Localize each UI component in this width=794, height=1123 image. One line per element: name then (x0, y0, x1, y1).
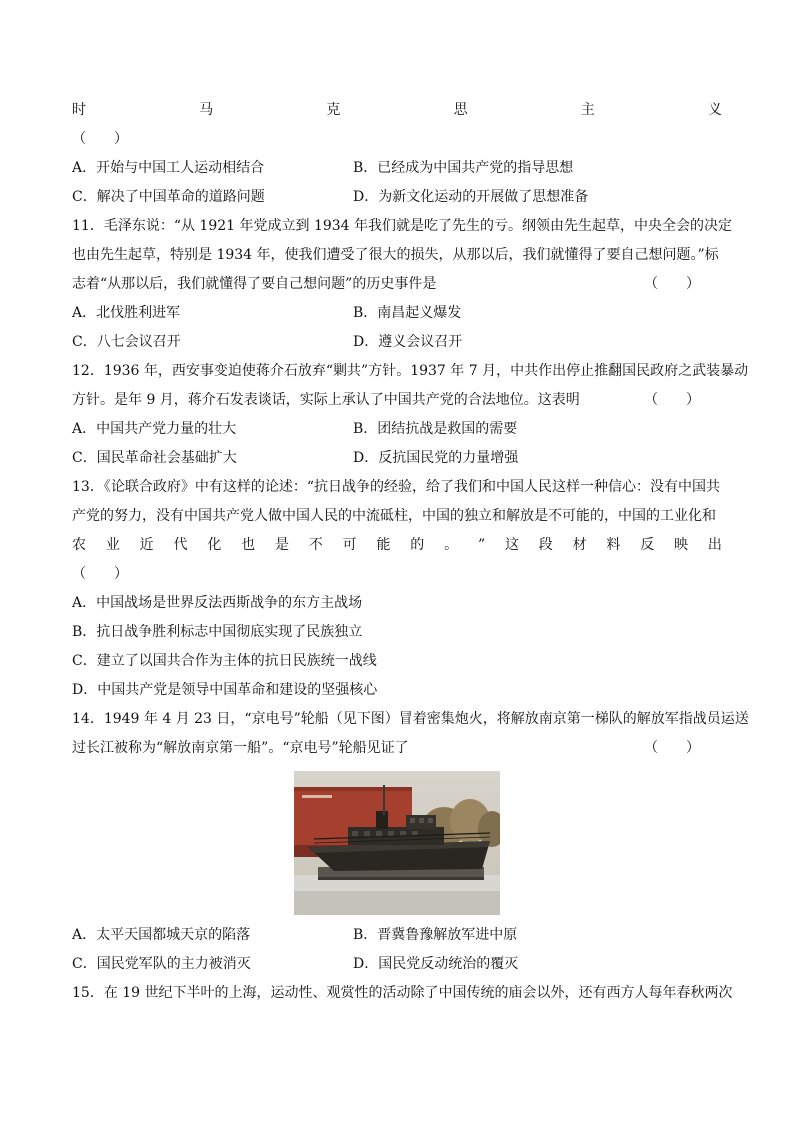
q13-char: 料 (606, 537, 621, 553)
q11-stem-line-2: 也由先生起草，特别是 1934 年，使我们遭受了很大的损失，从那以后，我们就懂得了要自己想问题。”标 (72, 247, 719, 263)
q11-option-b: B．南昌起义爆发 (353, 305, 462, 321)
q10-option-b: B．已经成为中国共产党的指导思想 (353, 160, 574, 176)
exam-page (72, 96, 749, 1008)
q13-option-d: D．中国共产党是领导中国革命和建设的坚强核心 (72, 682, 378, 698)
q12-stem-line-2 (72, 386, 722, 415)
q14-option-c: C．国民党军队的主力被消灭 (72, 956, 251, 972)
q14-option-d: D．国民党反动统治的覆灭 (353, 956, 519, 972)
q13-char: 段 (538, 537, 553, 553)
q13-char: 映 (674, 537, 689, 553)
q10-spread-line (72, 96, 722, 125)
q11-option-a: A．北伐胜利进军 (72, 305, 181, 321)
q13-char: 农 (72, 537, 86, 553)
q14-stem-text: 过长江被称为“解放南京第一船”。“京电号”轮船见证了 (72, 740, 409, 756)
q10-option-a: A．开始与中国工人运动相结合 (72, 160, 265, 176)
q12-stem-text: 方针。是年 9 月，蒋介石发表谈话，实际上承认了中国共产党的合法地位。这表明 (72, 392, 580, 408)
q10-char: 克 (326, 102, 341, 118)
q14-answer-bracket: （ ） (644, 740, 700, 756)
q13-char: 不 (308, 537, 323, 553)
q13-stem-line-1: 13．《论联合政府》中有这样的论述：“抗日战争的经验，给了我们和中国人民这样一种信心：没有中国共 (72, 479, 720, 495)
q10-char: 时 (72, 102, 86, 118)
q12-option-c: C．国民革命社会基础扩大 (72, 450, 237, 466)
q10-option-c: C．解决了中国革命的道路问题 (72, 189, 265, 205)
q12-option-b: B．团结抗战是救国的需要 (353, 421, 518, 437)
q13-char: 材 (572, 537, 587, 553)
q11-option-c: C．八七会议召开 (72, 334, 181, 350)
q13-char: 可 (342, 537, 357, 553)
q10-char: 主 (580, 102, 595, 118)
q11-stem-text: 志着“从那以后，我们就懂得了要自己想问题”的历史事件是 (72, 276, 437, 292)
jingdian-ship-photo (294, 771, 500, 915)
q14-figure (72, 771, 722, 915)
q12-option-a: A．中国共产党力量的壮大 (72, 421, 237, 437)
q15-stem-line-1: 15．在 19 世纪下半叶的上海，运动性、观赏性的活动除了中国传统的庙会以外，还有西方人每年春秋两次 (72, 985, 733, 1001)
q10-options-row-1 (72, 154, 722, 183)
q11-stem-line-1: 11．毛泽东说：“从 1921 年党成立到 1934 年我们就是吃了先生的亏。纲领由先生起草，中央全会的决定 (72, 218, 733, 234)
q13-spread-line (72, 531, 722, 560)
q14-stem-line-1: 14．1949 年 4 月 23 日，“京电号”轮船（见下图）冒着密集炮火，将解放南京第一梯队的解放军指战员运送 (72, 711, 749, 727)
q12-answer-bracket: （ ） (644, 392, 700, 408)
q12-stem-line-1: 12．1936 年，西安事变迫使蒋介石放弃“剿共”方针。1937 年 7 月，中共作出停止推翻国民政府之武装暴动 (72, 363, 749, 379)
q13-option-c: C．建立了以国共合作为主体的抗日民族统一战线 (72, 653, 377, 669)
q14-stem-line-2 (72, 734, 722, 763)
q13-char: 反 (640, 537, 655, 553)
q11-stem-line-3 (72, 270, 722, 299)
q10-char: 马 (199, 102, 214, 118)
q14-option-a: A．太平天国都城天京的陷落 (72, 927, 251, 943)
q13-option-b: B．抗日战争胜利标志中国彻底实现了民族独立 (72, 624, 363, 640)
q14-options-row-2 (72, 950, 722, 979)
q13-char: 业 (105, 537, 120, 553)
q13-char: 近 (139, 537, 154, 553)
q13-char: 出 (707, 537, 722, 553)
q11-answer-bracket: （ ） (644, 276, 700, 292)
q13-char: 是 (274, 537, 289, 553)
q10-option-d: D．为新文化运动的开展做了思想准备 (353, 189, 589, 205)
q14-options-row-1 (72, 921, 722, 950)
q10-char: 思 (453, 102, 468, 118)
q11-options-row-1 (72, 299, 722, 328)
q10-char: 义 (707, 102, 722, 118)
q10-options-row-2 (72, 183, 722, 212)
q12-options-row-1 (72, 415, 722, 444)
q13-answer-bracket: （ ） (72, 566, 128, 582)
q12-option-d: D．反抗国民党的力量增强 (353, 450, 519, 466)
q13-char: 能 (376, 537, 391, 553)
q13-stem-line-2: 产党的努力，没有中国共产党人做中国人民的中流砥柱，中国的独立和解放是不可能的，中国的工业化和 (72, 508, 716, 524)
q10-answer-bracket: （ ） (72, 131, 128, 147)
q12-options-row-2 (72, 444, 722, 473)
q14-option-b: B．晋冀鲁豫解放军进中原 (353, 927, 518, 943)
q13-char: 这 (504, 537, 519, 553)
q13-char: 的 (410, 537, 425, 553)
q13-char: 。 (444, 537, 459, 553)
q13-char: 化 (207, 537, 222, 553)
q11-option-d: D．遵义会议召开 (353, 334, 463, 350)
q13-char: 代 (173, 537, 188, 553)
q13-char: ” (477, 537, 486, 553)
q13-option-a: A．中国战场是世界反法西斯战争的东方主战场 (72, 595, 363, 611)
q13-char: 也 (241, 537, 256, 553)
q11-options-row-2 (72, 328, 722, 357)
